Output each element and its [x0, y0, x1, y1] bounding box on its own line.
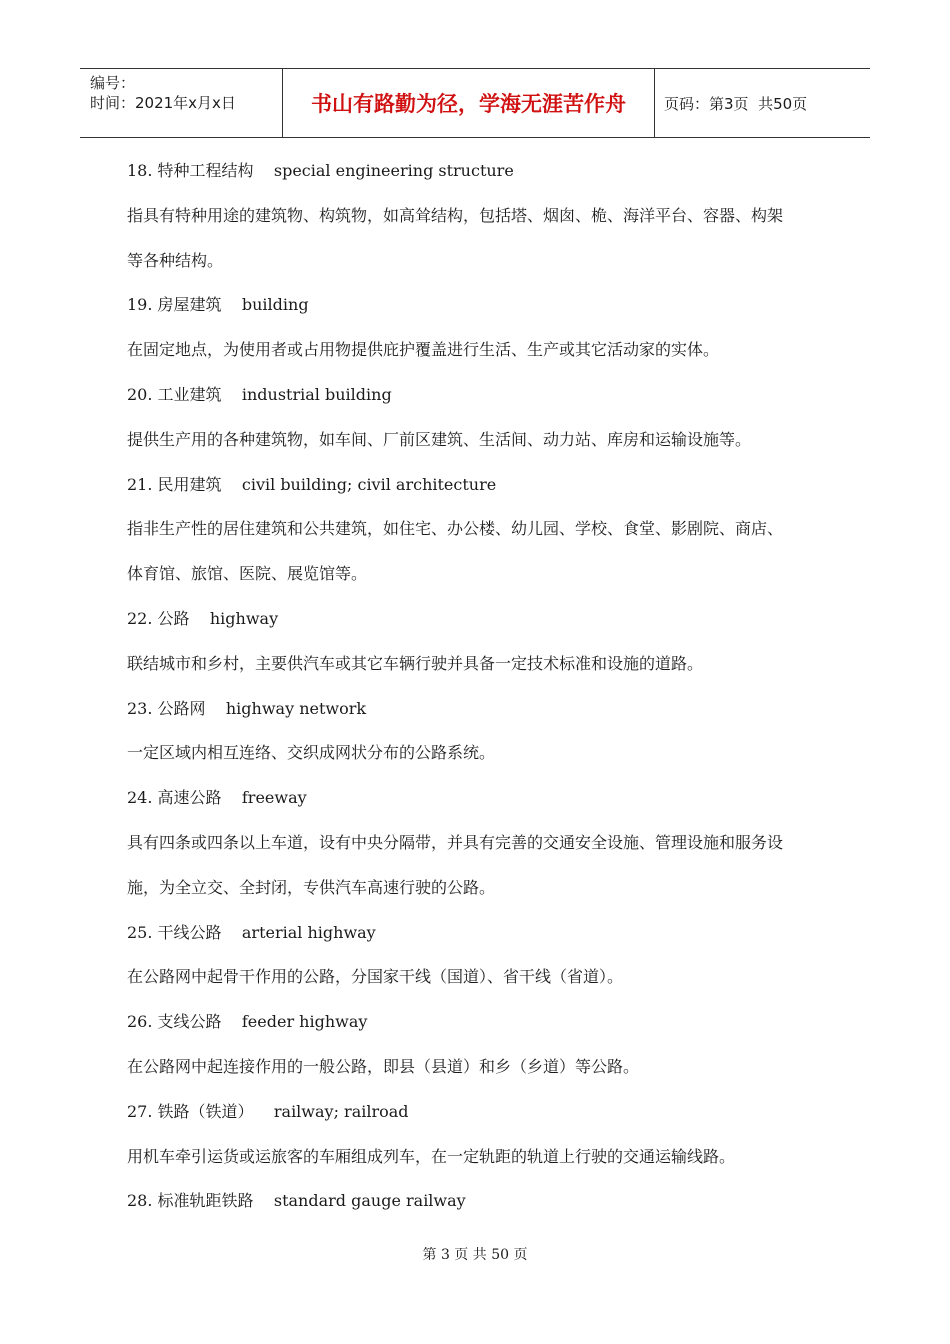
text-line: 提供生产用的各种建筑物，如车间、厂前区建筑、生活间、动力站、库房和运输设施等。: [127, 429, 752, 449]
text-line: 指非生产性的居住建筑和公共建筑，如住宅、办公楼、幼儿园、学校、食堂、影剧院、商店、: [127, 519, 784, 539]
text-line: 一定区域内相互连络、交织成网状分布的公路系统。: [127, 743, 496, 763]
text-line: 用机车牵引运货或运旅客的车厢组成列车，在一定轨距的轨道上行驶的交通运输线路。: [127, 1146, 736, 1166]
text-line: 24. 高速公路 freeway: [127, 788, 307, 808]
page-header: [80, 68, 870, 138]
text-line: 体育馆、旅馆、医院、展览馆等。: [127, 564, 368, 584]
text-line: 在固定地点，为使用者或占用物提供庇护覆盖进行生活、生产或其它活动家的实体。: [127, 340, 720, 360]
text-line: 20. 工业建筑 industrial building: [127, 384, 392, 404]
page-label: 页码：第3页 共50页: [664, 94, 808, 113]
text-line: 27. 铁路（铁道） railway; railroad: [127, 1101, 409, 1121]
header-motto: 书山有路勤为径，学海无涯苦作舟: [282, 69, 655, 137]
text-line: 28. 标准轨距铁路 standard gauge railway: [127, 1191, 466, 1211]
text-line: 指具有特种用途的建筑物、构筑物，如高耸结构，包括塔、烟囱、桅、海洋平台、容器、构架: [127, 205, 784, 225]
text-line: 在公路网中起骨干作用的公路，分国家干线（国道）、省干线（省道）。: [127, 967, 624, 987]
text-line: 26. 支线公路 feeder highway: [127, 1012, 368, 1032]
text-line: 等各种结构。: [127, 250, 224, 270]
text-line: 19. 房屋建筑 building: [127, 295, 309, 315]
text-line: 施，为全立交、全封闭，专供汽车高速行驶的公路。: [127, 877, 496, 897]
text-line: 23. 公路网 highway network: [127, 698, 367, 718]
text-line: 22. 公路 highway: [127, 608, 279, 628]
header-page-info: [655, 69, 870, 137]
text-line: 21. 民用建筑 civil building; civil architecture: [127, 474, 497, 494]
serial-label: 编号：: [90, 74, 136, 92]
page-footer: 第 3 页 共 50 页: [422, 1247, 528, 1263]
text-line: 联结城市和乡村，主要供汽车或其它车辆行驶并具备一定技术标准和设施的道路。: [127, 653, 704, 673]
document-body: [127, 149, 847, 1224]
text-line: 18. 特种工程结构 special engineering structure: [127, 161, 514, 180]
text-line: 25. 干线公路 arterial highway: [127, 922, 376, 942]
text-line: 具有四条或四条以上车道，设有中央分隔带，并具有完善的交通安全设施、管理设施和服务设: [127, 832, 784, 852]
header-meta: [80, 69, 282, 137]
text-line: 在公路网中起连接作用的一般公路，即县（县道）和乡（乡道）等公路。: [127, 1056, 640, 1076]
time-label: 时间：2021年x月x日: [90, 94, 236, 112]
